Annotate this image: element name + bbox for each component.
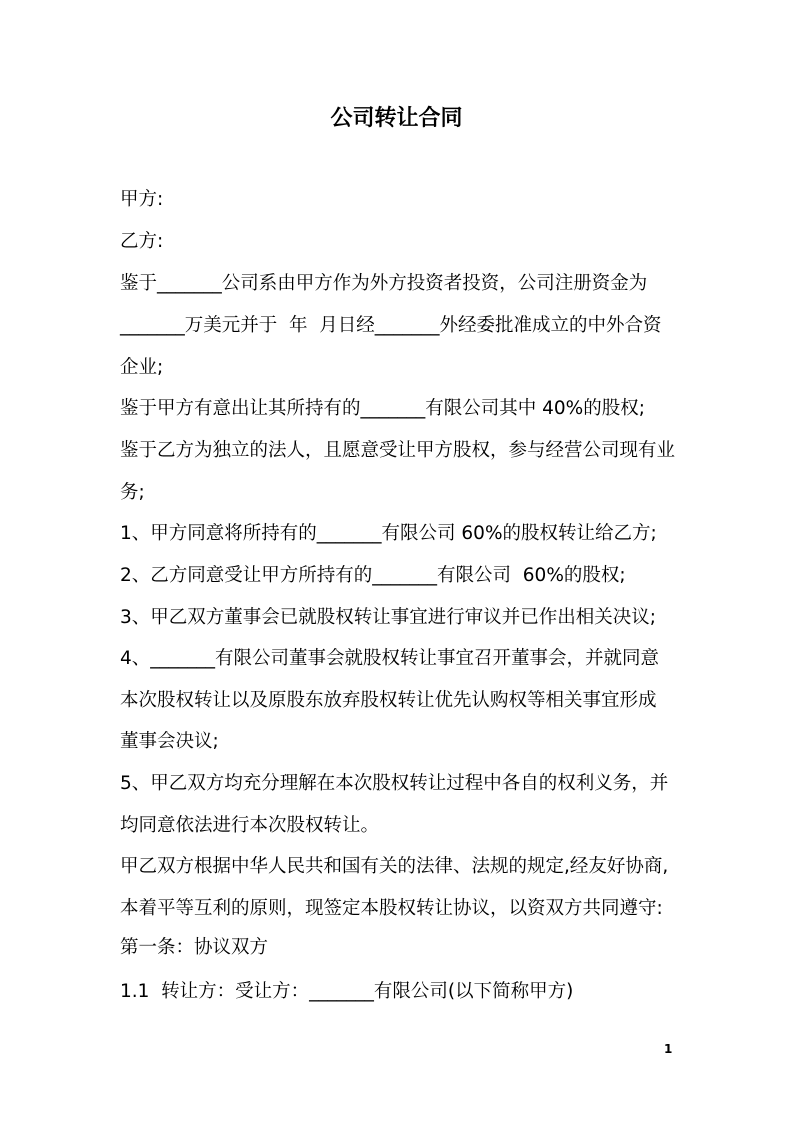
party-b-line: 乙方: [120,231,164,252]
recital-line: _______万美元并于 年 月日经_______外经委批准成立的中外合资 [120,315,662,336]
clause-line: 5、甲乙双方均充分理解在本次股权转让过程中各自的权利义务，并 [120,773,669,794]
recital-line: 鉴于_______公司系由甲方作为外方投资者投资，公司注册资金为 [120,273,648,294]
recital-line: 鉴于甲方有意出让其所持有的_______有限公司其中 40%的股权; [120,398,645,419]
document-title: 公司转让合同 [330,106,463,131]
clause-line: 4、_______有限公司董事会就股权转让事宜召开董事会，并就同意 [120,648,660,669]
article-heading: 第一条：协议双方 [120,937,269,958]
clause-line: 本次股权转让以及原股东放弃股权转让优先认购权等相关事宜形成 [120,690,657,711]
clause-line: 2、乙方同意受让甲方所持有的_______有限公司 60%的股权; [120,565,626,586]
recital-line: 务; [120,482,145,503]
recital-line: 鉴于乙方为独立的法人，且愿意受让甲方股权，参与经营公司现有业 [120,440,676,461]
preamble-line: 本着平等互利的原则，现签定本股权转让协议，以资双方共同遵守: [120,898,663,919]
clause-line: 均同意依法进行本次股权转让。 [120,815,380,836]
recital-line: 企业; [120,357,164,378]
page-number: 1 [664,1042,673,1056]
party-a-line: 甲方: [120,189,164,210]
article-clause-line: 1.1 转让方：受让方：_______有限公司(以下简称甲方) [120,981,574,1002]
clause-line: 1、甲方同意将所持有的_______有限公司 60%的股权转让给乙方; [120,523,657,544]
clause-line: 3、甲乙双方董事会已就股权转让事宜进行审议并已作出相关决议; [120,607,657,628]
preamble-line: 甲乙双方根据中华人民共和国有关的法律、法规的规定,经友好协商, [120,856,669,877]
clause-line: 董事会决议; [120,731,219,752]
